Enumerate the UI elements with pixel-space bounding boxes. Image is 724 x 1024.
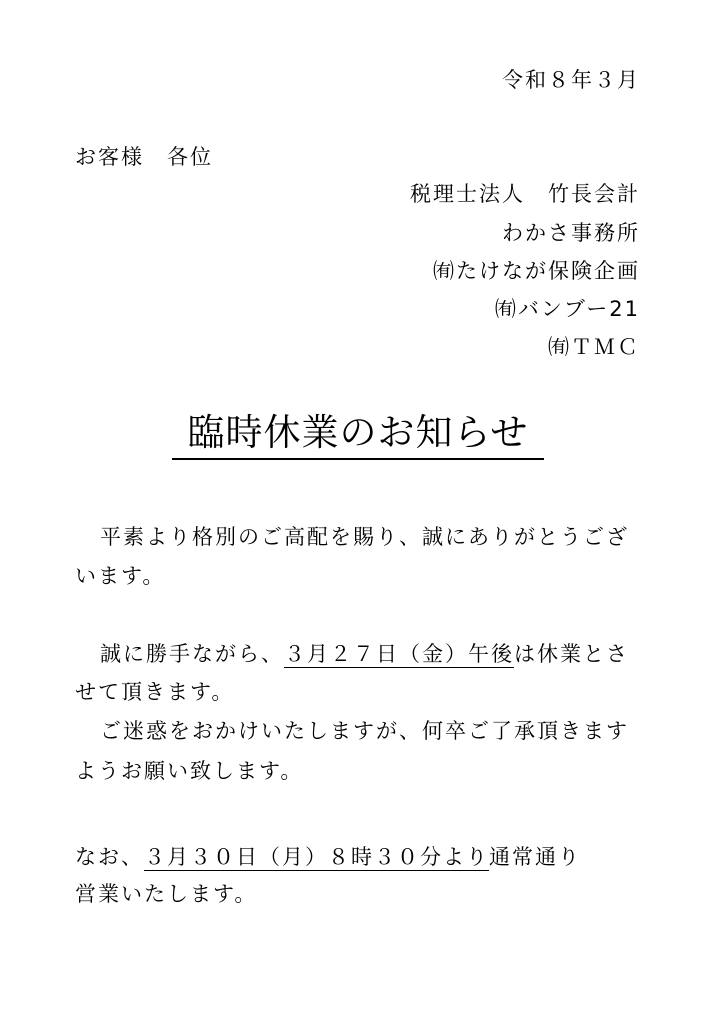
paragraph-2-line-1 (100, 640, 629, 668)
page-title: 臨時休業のお知らせ (172, 410, 544, 460)
document-date: 令和８年３月 (502, 68, 640, 92)
reopen-datetime: ３月３０日（月）８時３０分より (144, 845, 489, 869)
sender-5: ㈲ＴＭＣ (548, 335, 640, 359)
paragraph-4-suffix: 通常通り (489, 845, 581, 869)
paragraph-2-line-2: せて頂きます。 (75, 680, 235, 704)
paragraph-2-suffix: は休業とさ (514, 642, 629, 666)
paragraph-4-prefix: なお、 (75, 845, 144, 869)
paragraph-3-line-2: ようお願い致します。 (75, 759, 304, 783)
paragraph-4-line-2: 営業いたします。 (75, 882, 258, 906)
paragraph-4-line-1 (75, 843, 581, 871)
sender-3: ㈲たけなが保険企画 (433, 259, 640, 283)
sender-2: わかさ事務所 (502, 221, 640, 245)
recipient: お客様 各位 (75, 145, 213, 169)
paragraph-1-line-1: 平素より格別のご高配を賜り、誠にありがとうござ (100, 525, 629, 549)
paragraph-1-line-2: います。 (75, 564, 166, 588)
paragraph-2-prefix: 誠に勝手ながら、 (100, 642, 284, 666)
sender-4: ㈲バンブー21 (494, 297, 640, 321)
paragraph-3-line-1: ご迷惑をおかけいたしますが、何卒ご了承頂きます (100, 719, 629, 743)
sender-1: 税理士法人 竹長会計 (410, 182, 640, 206)
closure-date: ３月２７日（金）午後 (284, 642, 514, 666)
